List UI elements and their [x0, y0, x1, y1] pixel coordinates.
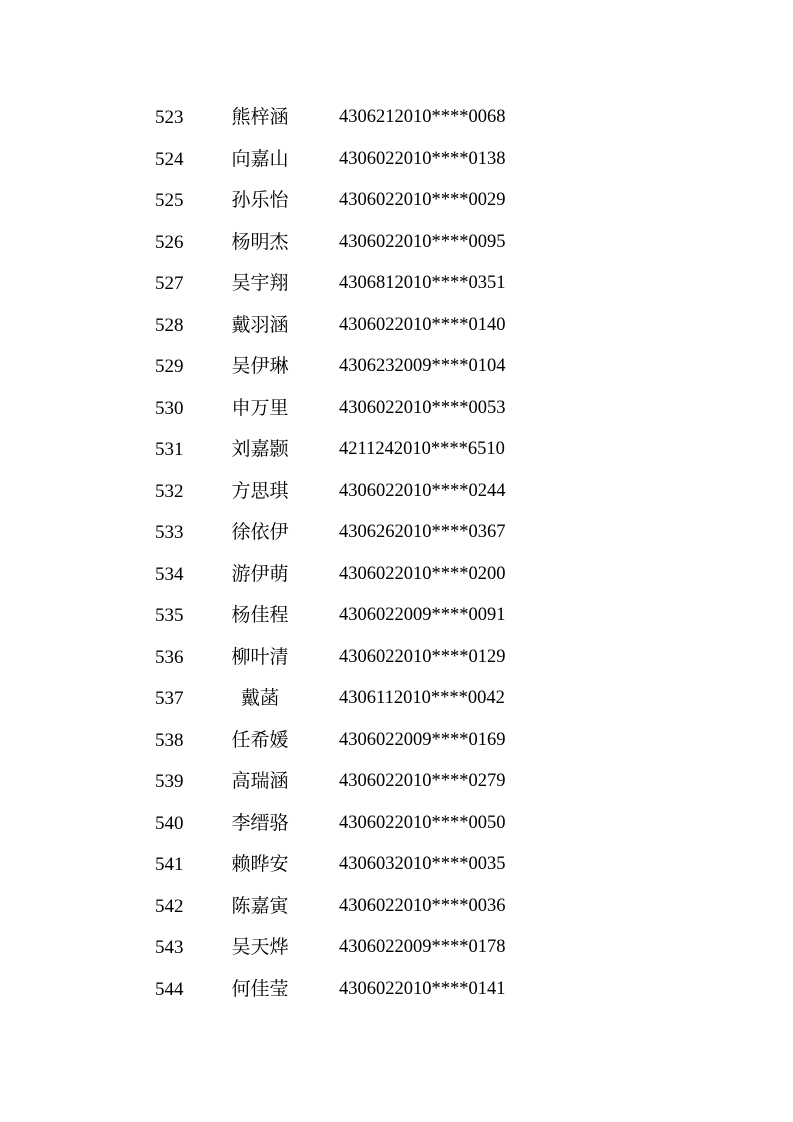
- row-number: 534: [155, 563, 184, 585]
- table-row: [0, 637, 793, 679]
- table-row: [0, 969, 793, 1011]
- id-number: 4306262010****0367: [339, 522, 506, 542]
- student-name: 吴伊琳: [231, 356, 289, 377]
- table-row: [0, 429, 793, 471]
- row-number: 541: [155, 854, 184, 875]
- row-number: 527: [155, 273, 184, 294]
- student-name: 徐依伊: [231, 522, 289, 543]
- id-number: 4306032010****0035: [339, 854, 506, 874]
- student-name: 柳叶清: [231, 646, 289, 668]
- row-number: 544: [155, 978, 184, 1000]
- row-number: 532: [155, 480, 184, 502]
- student-name: 何佳莹: [231, 978, 289, 1000]
- table-row: [0, 388, 793, 430]
- table-row: [0, 512, 793, 554]
- student-roster: [0, 97, 793, 1010]
- id-number: 4211242010****6510: [339, 439, 505, 459]
- row-number: 536: [155, 646, 184, 668]
- id-number: 4306022009****0178: [339, 937, 506, 957]
- id-number: 4306022010****0053: [339, 397, 506, 418]
- student-name: 方思琪: [231, 480, 289, 502]
- student-name: 吴宇翔: [231, 273, 289, 294]
- id-number: 4306022010****0138: [339, 148, 506, 169]
- student-name: 陈嘉寅: [231, 895, 289, 917]
- id-number: 4306232009****0104: [339, 356, 506, 376]
- table-row: [0, 139, 793, 181]
- student-name: 申万里: [231, 397, 289, 419]
- row-number: 529: [155, 356, 184, 377]
- row-number: 540: [155, 812, 184, 834]
- table-row: [0, 595, 793, 637]
- student-name: 游伊萌: [231, 563, 289, 585]
- student-name: 戴羽涵: [231, 314, 289, 336]
- table-row: [0, 346, 793, 388]
- row-number: 530: [155, 397, 184, 419]
- id-number: 4306022010****0050: [339, 812, 506, 833]
- id-number: 4306022010****0200: [339, 563, 506, 584]
- table-row: [0, 263, 793, 305]
- student-name: 孙乐怡: [231, 190, 289, 211]
- student-name: 刘嘉颢: [231, 439, 289, 460]
- student-name: 戴菡: [240, 688, 279, 709]
- student-name: 向嘉山: [231, 148, 289, 170]
- row-number: 531: [155, 439, 184, 460]
- id-number: 4306022010****0140: [339, 314, 506, 335]
- id-number: 4306812010****0351: [339, 273, 506, 293]
- id-number: 4306022010****0036: [339, 895, 506, 916]
- table-row: [0, 222, 793, 264]
- id-number: 4306022009****0169: [339, 729, 506, 750]
- table-row: [0, 554, 793, 596]
- table-row: [0, 305, 793, 347]
- table-row: [0, 678, 793, 720]
- id-number: 4306022010****0141: [339, 978, 506, 999]
- row-number: 537: [155, 688, 184, 709]
- student-name: 李缙骆: [231, 812, 289, 834]
- table-row: [0, 886, 793, 928]
- id-number: 4306022010****0029: [339, 190, 506, 210]
- row-number: 524: [155, 148, 184, 170]
- row-number: 539: [155, 771, 184, 792]
- table-row: [0, 180, 793, 222]
- student-name: 熊梓涵: [231, 107, 289, 128]
- id-number: 4306022010****0279: [339, 771, 506, 791]
- table-row: [0, 97, 793, 139]
- row-number: 542: [155, 895, 184, 917]
- table-row: [0, 720, 793, 762]
- row-number: 523: [155, 107, 184, 128]
- row-number: 533: [155, 522, 184, 543]
- row-number: 525: [155, 190, 184, 211]
- student-name: 吴天烨: [231, 937, 289, 958]
- id-number: 4306022010****0244: [339, 480, 506, 501]
- student-name: 高瑞涵: [231, 771, 289, 792]
- row-number: 543: [155, 937, 184, 958]
- row-number: 528: [155, 314, 184, 336]
- id-number: 4306022010****0129: [339, 646, 506, 667]
- table-row: [0, 803, 793, 845]
- student-name: 杨明杰: [231, 231, 289, 253]
- row-number: 538: [155, 729, 184, 751]
- table-row: [0, 927, 793, 969]
- row-number: 535: [155, 605, 184, 626]
- id-number: 4306022009****0091: [339, 605, 506, 625]
- table-row: [0, 761, 793, 803]
- id-number: 4306212010****0068: [339, 107, 506, 127]
- student-name: 赖晔安: [231, 854, 289, 875]
- student-name: 任希媛: [231, 729, 289, 751]
- id-number: 4306112010****0042: [339, 688, 505, 708]
- table-row: [0, 844, 793, 886]
- row-number: 526: [155, 231, 184, 253]
- student-name: 杨佳程: [231, 605, 289, 626]
- table-row: [0, 471, 793, 513]
- id-number: 4306022010****0095: [339, 231, 506, 252]
